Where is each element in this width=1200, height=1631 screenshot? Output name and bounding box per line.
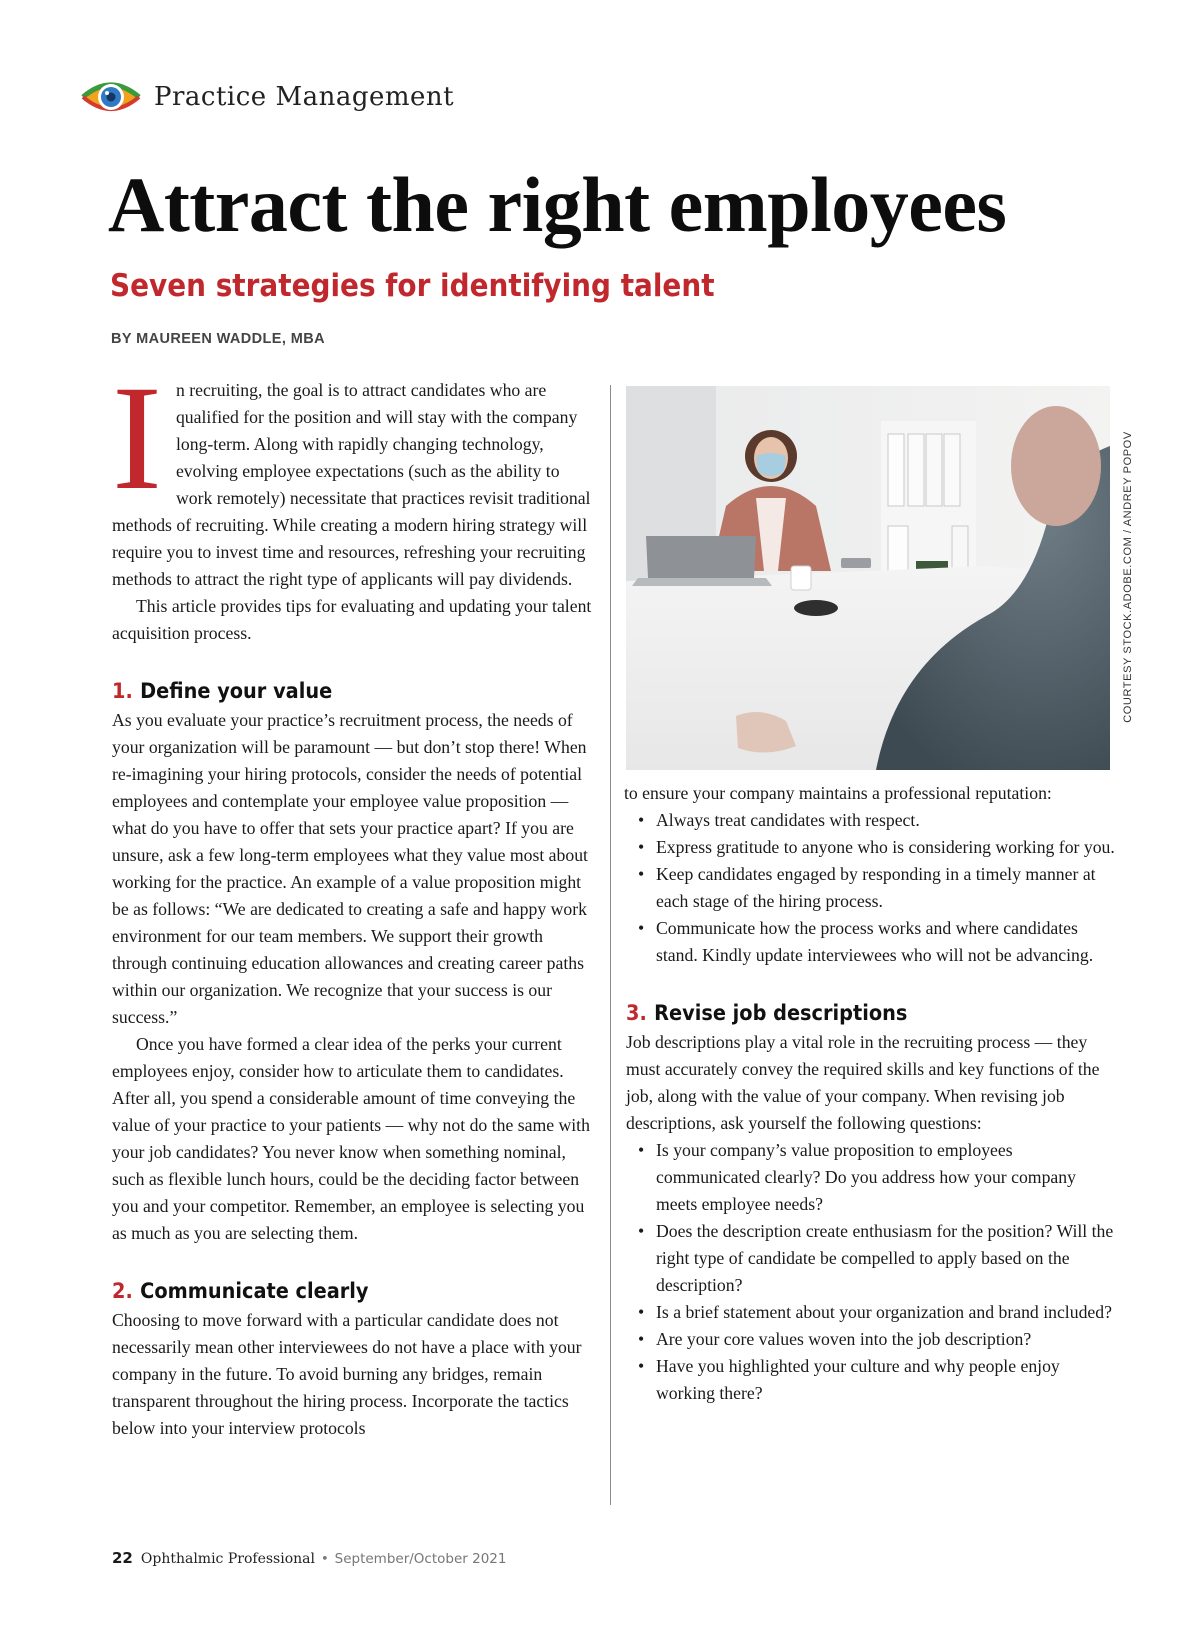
article-subtitle: Seven strategies for identifying talent xyxy=(110,268,715,304)
section-2-paragraph-continued: to ensure your company maintains a professional reputation: xyxy=(624,783,1052,803)
page-number: 22 xyxy=(112,1549,133,1567)
section-heading-2 xyxy=(112,1277,557,1305)
list-item: • Are your core values woven into the job description? xyxy=(656,1326,1118,1353)
footer-separator: • xyxy=(320,1552,329,1567)
section-3-bullets xyxy=(626,1137,1118,1407)
eye-icon xyxy=(80,75,142,119)
column-divider xyxy=(610,385,611,1505)
section-3-paragraph-1: Job descriptions play a vital role in the recruiting process — they must accurately convey the required skills and key functions of the job, along with the value of your company. When revising job descriptions, ask yourself the following questions: xyxy=(626,1032,1100,1133)
section-heading-1 xyxy=(112,677,557,705)
list-item: • Keep candidates engaged by responding in a timely manner at each stage of the hiring process. xyxy=(656,861,1118,915)
section-1-paragraph-2: Once you have formed a clear idea of the perks your current employees enjoy, consider how to articulate them to candidates. After all, you spend a considerable amount of time conveying the value of your practice to your patients — why not do the same with your job candidates? You never know when something nominal, such as flexible lunch hours, could be the deciding factor between you and your competitor. Remember, an employee is selecting you as much as you are selecting them. xyxy=(112,1034,590,1243)
section-title: Communicate clearly xyxy=(140,1279,369,1303)
list-item: • Express gratitude to anyone who is considering working for you. xyxy=(656,834,1118,861)
photo-credit: COURTESY STOCK.ADOBE.COM / ANDREY POPOV xyxy=(1122,431,1134,723)
section-number: 2. xyxy=(112,1279,133,1303)
list-item: • Is a brief statement about your organization and brand included? xyxy=(656,1299,1118,1326)
section-number: 1. xyxy=(112,679,133,703)
section-1-paragraph-1: As you evaluate your practice’s recruitment process, the needs of your organization will be paramount — but don’t stop there! When re-imagining your hiring protocols, consider the needs of potential employees and contemplate your employee value proposition — what do you have to offer that sets your practice apart? If you are unsure, ask a few long-term employees what they value most about working for the practice. An example of a value proposition might be as follows: “We are dedicated to creating a safe and happy work environment for our team members. We support their growth through continuing education allowances and creating career paths within our organization. We recognize that your success is our success.” xyxy=(112,710,588,1027)
section-2-bullets xyxy=(626,807,1118,969)
list-item: • Have you highlighted your culture and why people enjoy working there? xyxy=(656,1353,1118,1407)
list-item: • Does the description create enthusiasm for the position? Will the right type of candidate be compelled to apply based on the description? xyxy=(656,1218,1118,1299)
page-footer xyxy=(112,1549,506,1567)
intro-text: n recruiting, the goal is to attract candidates who are qualified for the position and will stay with the company long-term. Along with rapidly changing technology, evolving employee expectations (such as the ability to work remotely) necessitate that practices revisit traditional methods of recruiting. While creating a modern hiring strategy will require you to invest time and resources, refreshing your recruiting methods to attract the right type of applicants will pay dividends. xyxy=(112,380,591,589)
right-column xyxy=(626,386,1118,1407)
list-item: • Communicate how the process works and where candidates stand. Kindly update interviewees who will not be advancing. xyxy=(656,915,1118,969)
left-column xyxy=(112,355,596,1442)
section-label: Practice Management xyxy=(154,82,455,112)
magazine-name: Ophthalmic Professional xyxy=(140,1551,315,1567)
section-number: 3. xyxy=(626,1001,647,1025)
interview-photo xyxy=(626,386,1110,770)
byline: BY MAUREEN WADDLE, MBA xyxy=(111,331,325,347)
section-header xyxy=(80,72,454,122)
intro-paragraph xyxy=(112,355,596,593)
issue-date: September/October 2021 xyxy=(334,1551,507,1567)
list-item: • Is your company’s value proposition to employees communicated clearly? Do you address how your company meets employee needs? xyxy=(656,1137,1118,1218)
list-item: • Always treat candidates with respect. xyxy=(656,807,1118,834)
section-heading-3 xyxy=(626,999,1079,1027)
section-2-paragraph-1: Choosing to move forward with a particular candidate does not necessarily mean other interviewees do not have a place with your company in the future. To avoid burning any bridges, remain transparent throughout the hiring process. Incorporate the tactics below into your interview protocols xyxy=(112,1310,582,1438)
section-title: Revise job descriptions xyxy=(654,1001,908,1025)
drop-cap: I xyxy=(112,355,162,521)
section-title: Define your value xyxy=(140,679,333,703)
article-photo xyxy=(626,386,1110,770)
article-title: Attract the right employees xyxy=(108,161,1007,248)
intro-paragraph-2: This article provides tips for evaluating and updating your talent acquisition process. xyxy=(112,596,592,643)
